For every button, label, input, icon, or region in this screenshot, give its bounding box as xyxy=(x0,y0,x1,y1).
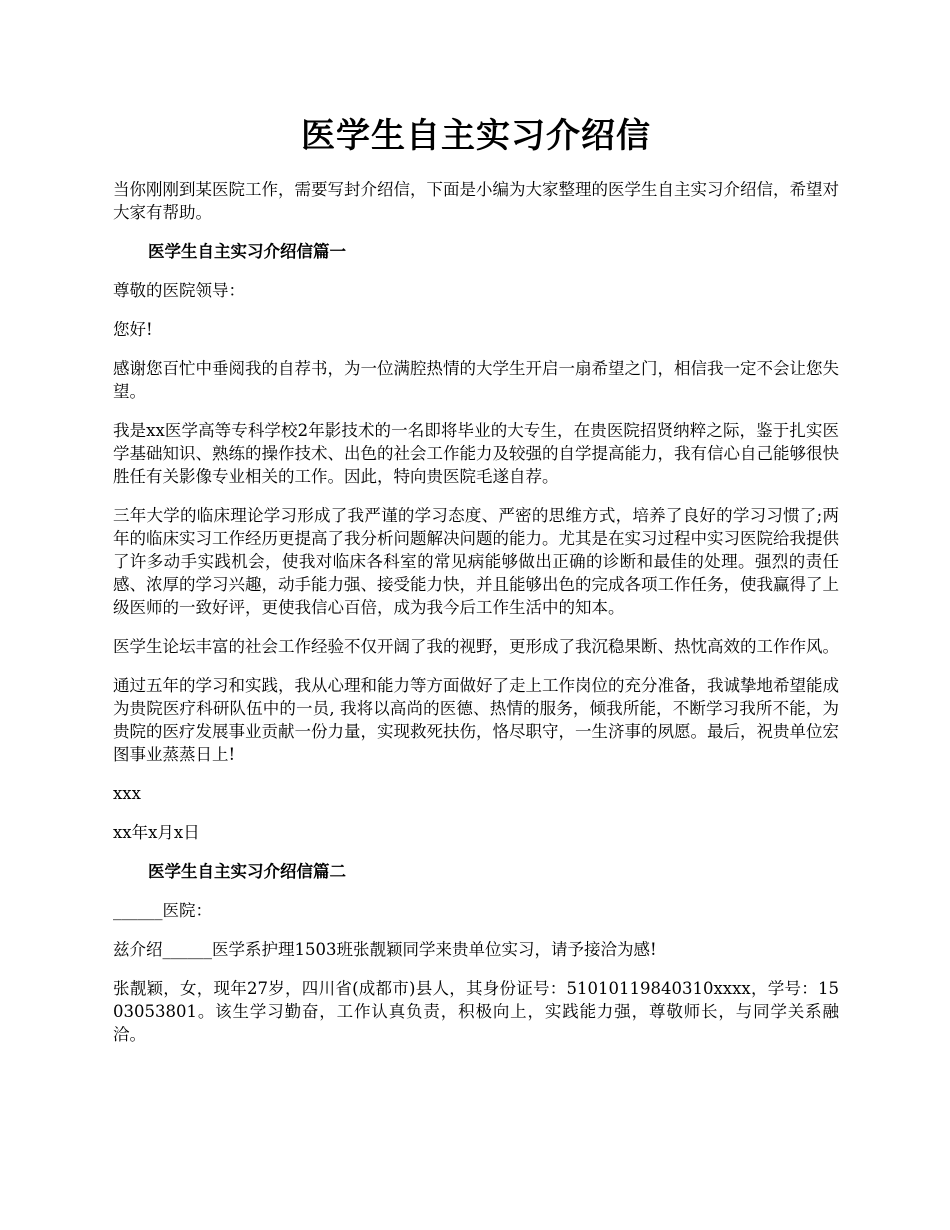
letter-two-salutation: ______医院： xyxy=(113,901,212,920)
page-title: 医学生自主实习介绍信 xyxy=(301,116,651,156)
section-heading-letter-one: 医学生自主实习介绍信篇一 xyxy=(148,242,346,261)
letter-one-greeting: 您好! xyxy=(113,320,153,339)
letter-two-paragraph: 兹介绍______医学系护理1503班张靓颖同学来贵单位实习，请予接洽为感! xyxy=(113,940,657,959)
document-body xyxy=(113,110,839,1062)
section-heading-letter-two: 医学生自主实习介绍信篇二 xyxy=(148,862,346,881)
letter-one-signature: xxx xyxy=(113,784,141,803)
intro-paragraph: 当你刚刚到某医院工作，需要写封介绍信，下面是小编为大家整理的医学生自主实习介绍信，希望对大家有帮助。 xyxy=(113,180,839,222)
letter-one-paragraph: 三年大学的临床理论学习形成了我严谨的学习态度、严密的思维方式，培养了良好的学习习惯了;两年的临床实习工作经历更提高了我分析问题解决问题的能力。尤其是在实习过程中实习医院给我提供了许多动手实践机会，使我对临床各科室的常见病能够做出正确的诊断和最佳的处理。强烈的责任感、浓厚的学习兴趣，动手能力强、接受能力快，并且能够出色的完成各项工作任务，使我赢得了上级医师的一致好评，更使我信心百倍，成为我今后工作生活中的知本。 xyxy=(113,506,839,617)
letter-one-paragraph: 感谢您百忙中垂阅我的自荐书，为一位满腔热情的大学生开启一扇希望之门，相信我一定不会让您失望。 xyxy=(113,359,839,401)
letter-one-paragraph: 我是xx医学高等专科学校2年影技术的一名即将毕业的大专生，在贵医院招贤纳粹之际，鉴于扎实医学基础知识、熟练的操作技术、出色的社会工作能力及较强的自学提高能力，我有信心自己能够很快胜任有关影像专业相关的工作。因此，特向贵医院毛遂自荐。 xyxy=(113,421,839,486)
letter-two-paragraph: 张靓颖，女，现年27岁，四川省(成都市)县人，其身份证号：51010119840310xxxx，学号：1503053801。该生学习勤奋，工作认真负责，积极向上，实践能力强，尊敬师长，与同学关系融洽。 xyxy=(113,979,839,1044)
letter-one-paragraph: 医学生论坛丰富的社会工作经验不仅开阔了我的视野，更形成了我沉稳果断、热忱高效的工作作风。 xyxy=(113,637,839,656)
letter-one-date: xx年x月x日 xyxy=(113,823,200,842)
letter-one-paragraph: 通过五年的学习和实践，我从心理和能力等方面做好了走上工作岗位的充分准备，我诚挚地希望能成为贵院医疗科研队伍中的一员, 我将以高尚的医德、热情的服务，倾我所能，不断学习我所不能，为贵院的医疗发展事业贡献一份力量，实现救死扶伤，恪尽职守，一生济事的夙愿。最后，祝贵单位宏图事业蒸蒸日上! xyxy=(113,676,839,764)
letter-one-salutation: 尊敬的医院领导： xyxy=(113,281,245,300)
